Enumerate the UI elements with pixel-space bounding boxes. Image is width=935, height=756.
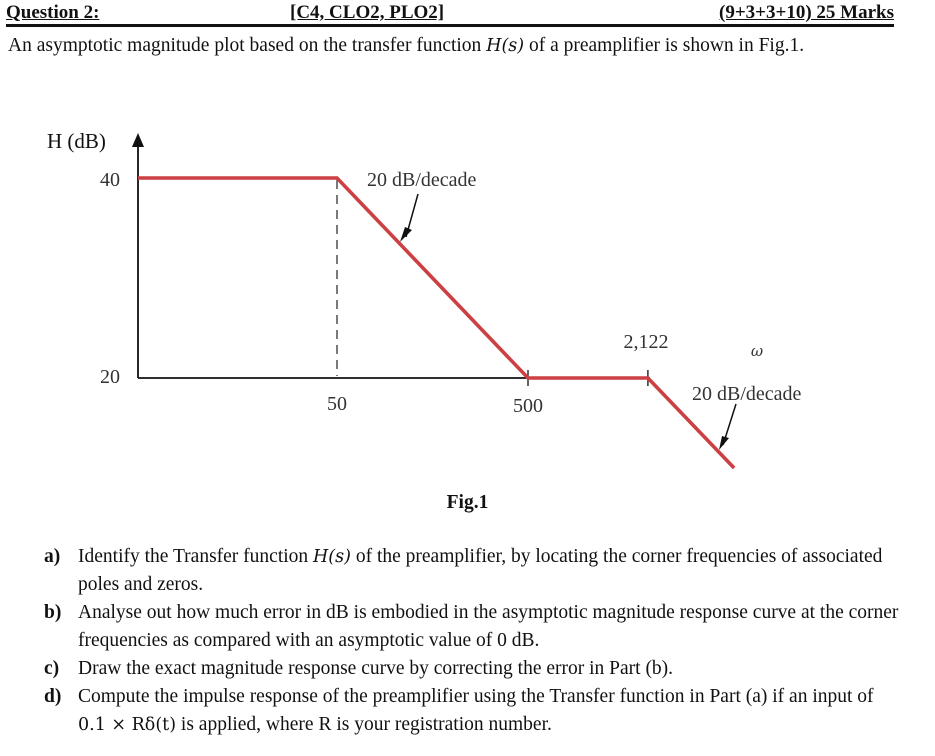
item-marker: d) [44,686,62,707]
item-text: Identify the Transfer function [78,546,314,567]
slope-annotation-1: 20 dB/decade [367,169,477,191]
intro-text-end: of a preamplifier is shown in Fig.1. [524,35,805,56]
item-math: H(s) [313,547,351,567]
intro-paragraph [8,32,903,60]
question-list [44,543,902,739]
x-tick-label-50: 50 [327,393,347,415]
item-marker: b) [44,602,62,623]
bode-plot [0,100,935,480]
x-axis-label: ω [750,342,764,360]
y-axis-label: H (dB) [47,129,106,153]
slope-arrow-2-head-icon [719,436,729,450]
figure-caption: Fig.1 [446,492,489,513]
item-marker: a) [44,546,61,567]
y-tick-label-20: 20 [100,366,120,388]
item-text: Compute the impulse response of the preamplifier using the Transfer function in Part (a) if an input of [78,686,874,707]
x-tick-label-500: 500 [513,395,543,417]
y-tick-label-40: 40 [100,169,120,191]
item-text-end: is applied, where R is your registration number. [176,714,552,735]
slope-annotation-2: 20 dB/decade [692,383,802,405]
list-item [44,543,902,599]
item-text: Analyse out how much error in dB is embodied in the asymptotic magnitude response curve at the corner frequencies as compared with an asymptotic value of 0 dB. [78,602,899,651]
list-item [44,683,902,739]
item-text: Draw the exact magnitude response curve by correcting the error in Part (b). [78,658,674,679]
y-axis-arrow-icon [132,133,144,147]
marks-label: (9+3+3+10) 25 Marks [719,2,894,23]
x-tick-label-2122: 2,122 [623,331,669,353]
slope-arrow-1-head-icon [400,227,412,242]
question-number: Question 2: [6,2,100,23]
intro-math: H(s) [486,36,525,56]
item-text-end: of the preamplifier, by locating the corner frequencies of associated poles and zeros. [78,546,883,595]
item-marker: c) [44,658,60,679]
list-item [44,599,902,655]
list-item [44,655,902,683]
asymptote-series-line [138,178,734,468]
header-rule [6,24,894,27]
item-math: 0.1 × Rδ(t) [78,715,177,735]
question-header [6,2,894,26]
intro-text-start: An asymptotic magnitude plot based on the transfer function [8,35,487,56]
clo-tag: [C4, CLO2, PLO2] [290,2,445,23]
